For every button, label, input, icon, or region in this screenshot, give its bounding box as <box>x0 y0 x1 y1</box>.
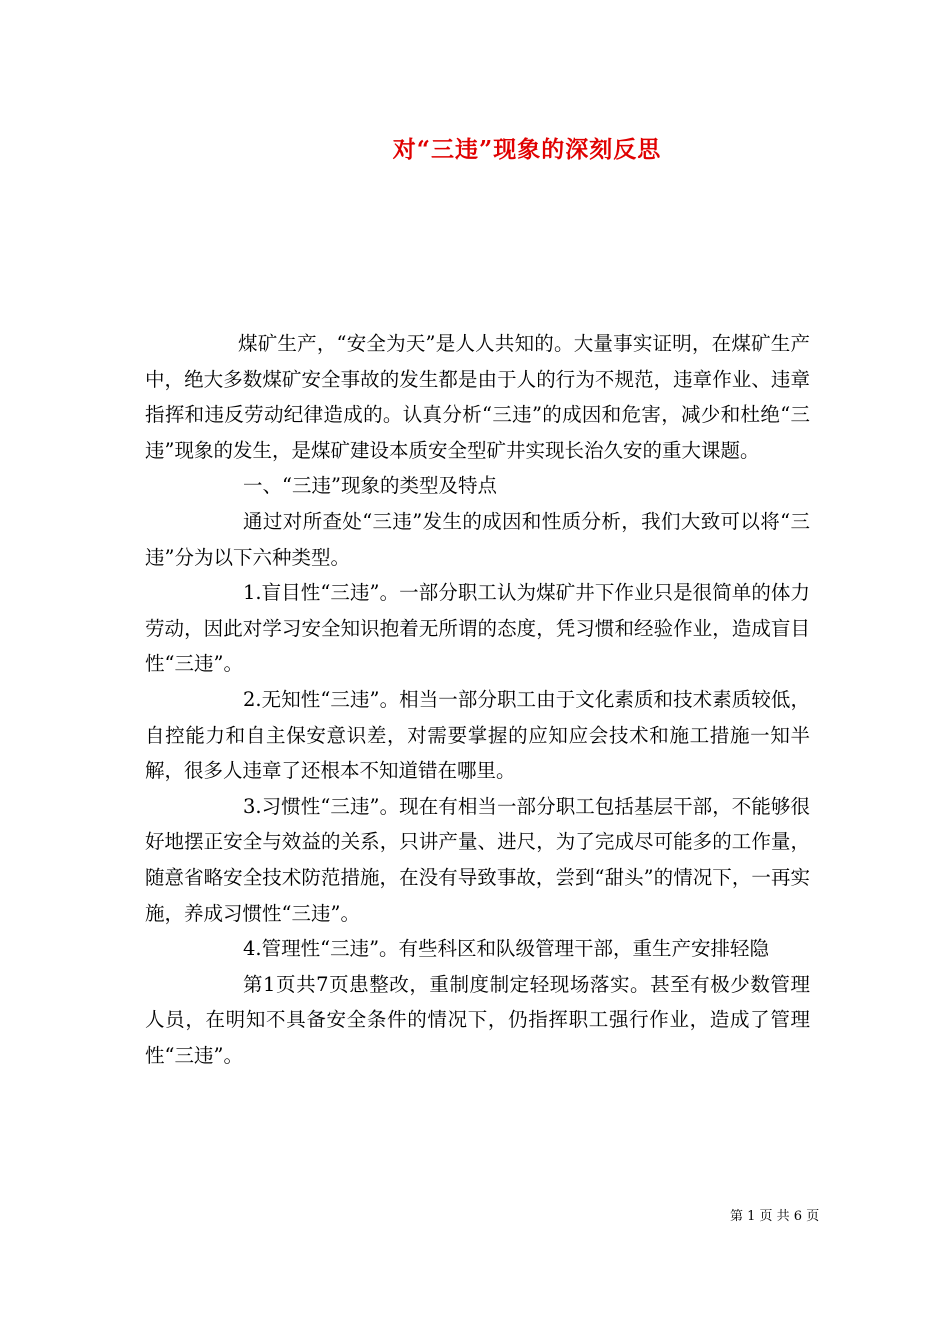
section-heading: 一、“三违”现象的类型及特点 <box>243 474 497 498</box>
paragraph-item-1: 1.盲目性“三违”。一部分职工认为煤矿井下作业只是很简单的体力劳动，因此对学习安全知识抱着无所谓的态度，凭习惯和经验作业，造成盲目性“三违”。 <box>145 581 810 676</box>
paragraph-continuation: 第1页共7页患整改，重制度制定轻现场落实。甚至有极少数管理人员，在明知不具备安全条件的情况下，仍指挥职工强行作业，造成了管理性“三违”。 <box>145 972 810 1067</box>
paragraph-item-3: 3.习惯性“三违”。现在有相当一部分职工包括基层干部，不能够很好地摆正安全与效益的关系，只讲产量、进尺，为了完成尽可能多的工作量，随意省略安全技术防范措施，在没有导致事故，尝到“甜头”的情况下，一再实施，养成习惯性“三违”。 <box>145 794 810 925</box>
paragraph-overview: 通过对所查处“三违”发生的成因和性质分析，我们大致可以将“三违”分为以下六种类型。 <box>145 509 810 569</box>
page-footer: 第 1 页 共 6 页 <box>730 1209 820 1224</box>
paragraph-intro: 煤矿生产，“安全为天”是人人共知的。大量事实证明，在煤矿生产中，绝大多数煤矿安全事故的发生都是由于人的行为不规范，违章作业、违章指挥和违反劳动纪律造成的。认真分析“三违”的成因和危害，减少和杜绝“三违”现象的发生，是煤矿建设本质安全型矿井实现长治久安的重大课题。 <box>145 332 810 462</box>
paragraph-item-4: 4.管理性“三违”。有些科区和队级管理干部，重生产安排轻隐 <box>243 937 770 961</box>
document-title: 对“三违”现象的深刻反思 <box>392 136 662 163</box>
paragraph-item-2: 2.无知性“三违”。相当一部分职工由于文化素质和技术素质较低，自控能力和自主保安意识差，对需要掌握的应知应会技术和施工措施一知半解，很多人违章了还根本不知道错在哪里。 <box>145 687 810 783</box>
document-body <box>145 326 810 1073</box>
